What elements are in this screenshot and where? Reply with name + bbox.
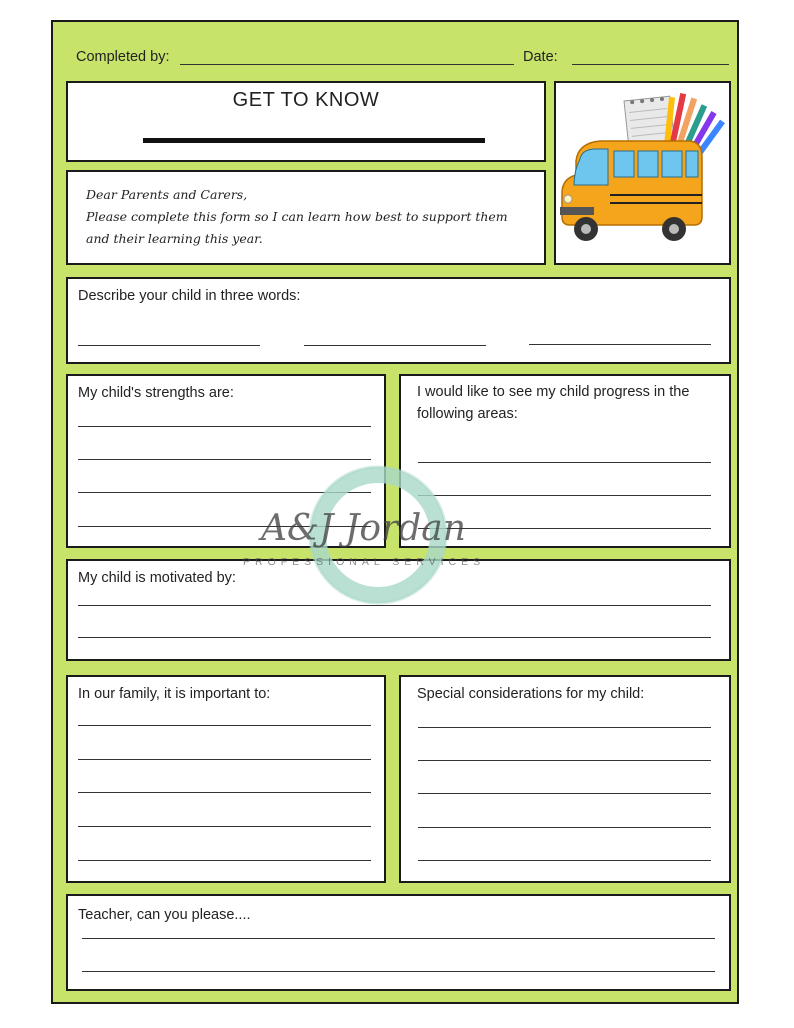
three-words-box <box>66 277 731 364</box>
special-line-5[interactable] <box>418 860 711 861</box>
strengths-box <box>66 374 386 548</box>
illustration-box <box>554 81 731 265</box>
motivated-label: My child is motivated by: <box>78 570 236 586</box>
page-title: GET TO KNOW <box>232 89 380 111</box>
special-line-1[interactable] <box>418 727 711 728</box>
word-3-field[interactable] <box>529 344 711 345</box>
progress-label-line-2: following areas: <box>417 406 518 422</box>
special-label: Special considerations for my child: <box>417 686 645 702</box>
family-label: In our family, it is important to: <box>78 686 271 702</box>
progress-line-1[interactable] <box>418 462 711 463</box>
family-line-4[interactable] <box>78 826 371 827</box>
strengths-label: My child's strengths are: <box>78 385 234 401</box>
special-line-4[interactable] <box>418 827 711 828</box>
progress-line-2[interactable] <box>418 495 711 496</box>
strengths-line-1[interactable] <box>78 426 371 427</box>
three-words-label: Describe your child in three words: <box>78 288 301 304</box>
form-page <box>51 20 739 1004</box>
letter-box <box>66 170 546 265</box>
title-box <box>66 81 546 162</box>
letter-line-2: and their learning this year. <box>86 231 263 246</box>
teacher-line-1[interactable] <box>82 938 715 939</box>
family-line-5[interactable] <box>78 860 371 861</box>
letter-text <box>86 184 508 250</box>
family-line-1[interactable] <box>78 725 371 726</box>
school-bus-with-pencils-icon <box>556 83 729 263</box>
watermark-name: A&J Jordan <box>261 508 466 549</box>
teacher-line-2[interactable] <box>82 971 715 972</box>
teacher-label: Teacher, can you please.... <box>78 907 251 923</box>
special-box <box>399 675 731 883</box>
progress-line-3[interactable] <box>418 528 711 529</box>
strengths-line-2[interactable] <box>78 459 371 460</box>
special-line-2[interactable] <box>418 760 711 761</box>
strengths-line-3[interactable] <box>78 492 371 493</box>
progress-label-line-1: I would like to see my child progress in the <box>417 384 690 400</box>
motivated-line-1[interactable] <box>78 605 711 606</box>
letter-line-1: Please complete this form so I can learn how best to support them <box>86 209 508 224</box>
family-line-2[interactable] <box>78 759 371 760</box>
strengths-line-4[interactable] <box>78 526 371 527</box>
special-line-3[interactable] <box>418 793 711 794</box>
watermark-subtitle: PROFESSIONAL SERVICES <box>243 556 486 568</box>
teacher-box <box>66 894 731 991</box>
completed-by-label: Completed by: <box>76 49 170 65</box>
family-box <box>66 675 386 883</box>
date-field[interactable] <box>572 64 729 65</box>
progress-box <box>399 374 731 548</box>
motivated-line-2[interactable] <box>78 637 711 638</box>
word-1-field[interactable] <box>78 345 260 346</box>
family-line-3[interactable] <box>78 792 371 793</box>
word-2-field[interactable] <box>304 345 486 346</box>
child-name-field[interactable] <box>143 138 485 143</box>
completed-by-field[interactable] <box>180 64 514 65</box>
date-label: Date: <box>523 49 558 65</box>
letter-greeting: Dear Parents and Carers, <box>86 187 248 202</box>
motivated-box <box>66 559 731 661</box>
